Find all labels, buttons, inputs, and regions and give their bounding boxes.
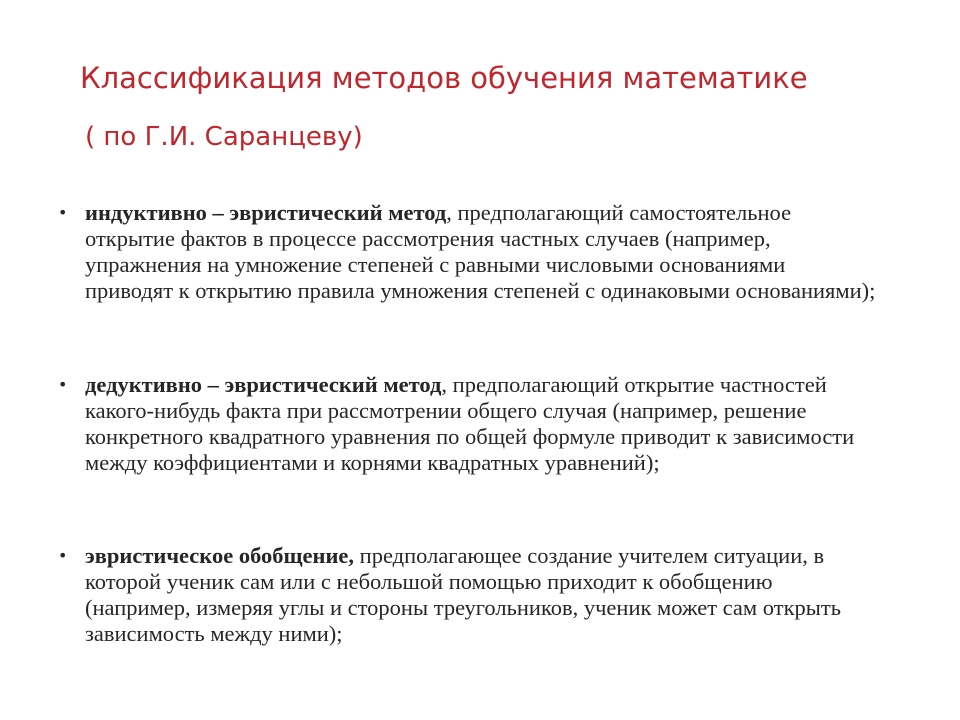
- method-description: , предполагающий открытие частностей какого-нибудь факта при рассмотрении общего случая (например, решение конкретного квадратного уравнения по общей формуле приводит к зависимости между коэффициентами и корнями квадратных уравнений);: [85, 372, 855, 475]
- list-item-text: [85, 200, 878, 304]
- list-item-text: [85, 372, 878, 476]
- method-term: эвристическое обобщение,: [85, 543, 355, 568]
- slide-subtitle: ( по Г.И. Саранцеву): [85, 122, 363, 152]
- list-item-text: [85, 543, 878, 647]
- bullet-icon: •: [58, 203, 68, 222]
- method-term: индуктивно – эвристический метод: [85, 200, 447, 225]
- method-term: дедуктивно – эвристический метод: [85, 372, 442, 397]
- bullet-icon: •: [58, 546, 68, 565]
- list-item-heuristic-generalization: [58, 543, 878, 647]
- list-item-deductive-method: [58, 372, 878, 476]
- list-item-inductive-method: [58, 200, 878, 304]
- method-description: , предполагающий самостоятельное открытие фактов в процессе рассмотрения частных случаев (например, упражнения на умножение степеней с равными числовыми основаниями приводят к открытию правила умножения степеней с одинаковыми основаниями);: [85, 200, 876, 303]
- method-description: предполагающее создание учителем ситуации, в которой ученик сам или с небольшой помощью приходит к обобщению (например, измеряя углы и стороны треугольников, ученик может сам открыть зависимость между ними);: [85, 543, 841, 646]
- slide-title: Классификация методов обучения математике: [80, 61, 808, 95]
- bullet-icon: •: [58, 375, 68, 394]
